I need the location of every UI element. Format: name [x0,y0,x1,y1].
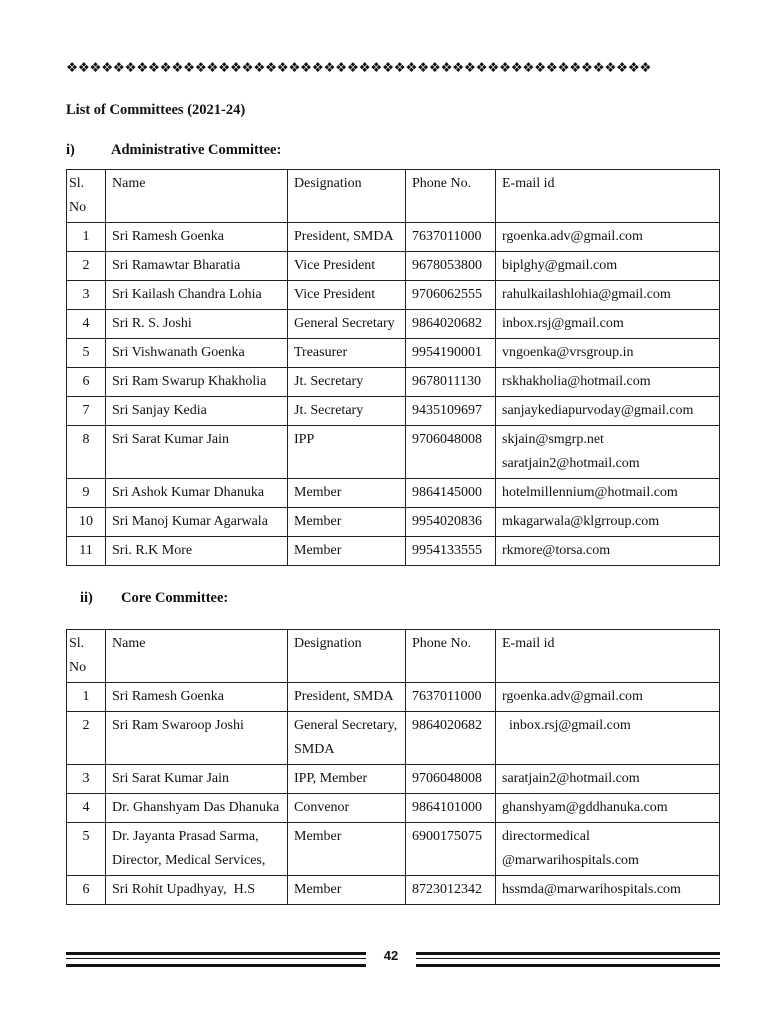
cell-name: Sri Ramesh Goenka [106,683,288,712]
cell-email: rkmore@torsa.com [496,537,720,566]
ornamental-border: ❖❖❖❖❖❖❖❖❖❖❖❖❖❖❖❖❖❖❖❖❖❖❖❖❖❖❖❖❖❖❖❖❖❖❖❖❖❖❖❖❖❖❖❖❖❖❖❖❖❖ [66,60,652,76]
email-line-2: saratjain2@hotmail.com [502,456,640,471]
header-name: Name [106,630,288,683]
cell-sl: 1 [67,223,106,252]
email-line-2: @marwarihospitals.com [502,853,639,868]
header-phone: Phone No. [406,630,496,683]
admin-section-number: i) [66,142,75,158]
cell-sl: 5 [67,823,106,876]
name-line-2: Director, Medical Services, [112,853,266,868]
cell-designation: President, SMDA [288,223,406,252]
table-row [67,537,720,566]
cell-phone: 7637011000 [406,223,496,252]
cell-name: Sri Kailash Chandra Lohia [106,281,288,310]
cell-email: vngoenka@vrsgroup.in [496,339,720,368]
email-line-1: directormedical [502,829,590,844]
cell-phone: 9706048008 [406,426,496,479]
table-row [67,368,720,397]
table-header-row [67,170,720,223]
email-line-1: skjain@smgrp.net [502,432,604,447]
cell-name: Sri Ramawtar Bharatia [106,252,288,281]
cell-designation: President, SMDA [288,683,406,712]
table-row [67,479,720,508]
header-email: E-mail id [496,170,720,223]
page-heading: List of Committees (2021-24) [66,102,246,118]
cell-sl: 4 [67,794,106,823]
cell-sl: 3 [67,765,106,794]
header-name: Name [106,170,288,223]
cell-email [496,426,720,479]
cell-email: ghanshyam@gddhanuka.com [496,794,720,823]
cell-phone: 9954133555 [406,537,496,566]
cell-name: Sri Sarat Kumar Jain [106,426,288,479]
table-row [67,765,720,794]
header-designation: Designation [288,630,406,683]
cell-designation: General Secretary [288,310,406,339]
core-committee-table [66,629,720,905]
cell-name: Sri Sanjay Kedia [106,397,288,426]
cell-phone: 9864020682 [406,310,496,339]
table-row [67,310,720,339]
cell-email: biplghy@gmail.com [496,252,720,281]
header-sl-no: Sl. No [67,630,106,683]
cell-email: saratjain2@hotmail.com [496,765,720,794]
cell-phone: 8723012342 [406,876,496,905]
cell-phone: 9954020836 [406,508,496,537]
cell-sl: 2 [67,252,106,281]
core-section-number: ii) [80,590,93,606]
table-row [67,252,720,281]
core-section-title: Core Committee: [121,590,229,606]
table-row [67,823,720,876]
table-row [67,339,720,368]
cell-sl: 4 [67,310,106,339]
table-row [67,683,720,712]
cell-sl: 2 [67,712,106,765]
table-row [67,712,720,765]
cell-phone: 9864020682 [406,712,496,765]
cell-sl: 11 [67,537,106,566]
cell-designation: Jt. Secretary [288,368,406,397]
header-phone: Phone No. [406,170,496,223]
cell-sl: 3 [67,281,106,310]
cell-email: inbox.rsj@gmail.com [496,712,720,765]
cell-phone: 9864145000 [406,479,496,508]
cell-email: rgoenka.adv@gmail.com [496,683,720,712]
cell-phone: 9706062555 [406,281,496,310]
cell-name [106,823,288,876]
cell-sl: 9 [67,479,106,508]
cell-name: Sri Manoj Kumar Agarwala [106,508,288,537]
cell-name: Sri Ramesh Goenka [106,223,288,252]
cell-designation: Vice President [288,281,406,310]
cell-email: rahulkailashlohia@gmail.com [496,281,720,310]
cell-name: Sri Ashok Kumar Dhanuka [106,479,288,508]
designation-line-1: General Secretary, [294,718,398,733]
cell-phone: 7637011000 [406,683,496,712]
cell-designation: Member [288,479,406,508]
footer-rule-left [66,952,366,967]
cell-designation: Member [288,508,406,537]
cell-designation: IPP [288,426,406,479]
table-row [67,397,720,426]
table-row [67,794,720,823]
cell-designation: Member [288,876,406,905]
cell-designation: Jt. Secretary [288,397,406,426]
page-number: 42 [383,948,399,963]
cell-sl: 10 [67,508,106,537]
cell-designation: Treasurer [288,339,406,368]
cell-email: rskhakholia@hotmail.com [496,368,720,397]
cell-designation: Convenor [288,794,406,823]
table-row [67,281,720,310]
cell-sl: 1 [67,683,106,712]
cell-name: Sri Ram Swarup Khakholia [106,368,288,397]
cell-email: sanjaykediapurvoday@gmail.com [496,397,720,426]
cell-name: Sri. R.K More [106,537,288,566]
cell-sl: 5 [67,339,106,368]
cell-email: mkagarwala@klgrroup.com [496,508,720,537]
table-row [67,223,720,252]
header-designation: Designation [288,170,406,223]
header-sl-no: Sl. No [67,170,106,223]
cell-designation: IPP, Member [288,765,406,794]
cell-phone: 9954190001 [406,339,496,368]
cell-phone: 6900175075 [406,823,496,876]
cell-name: Sri Rohit Upadhyay, H.S [106,876,288,905]
cell-email: hssmda@marwarihospitals.com [496,876,720,905]
cell-email: rgoenka.adv@gmail.com [496,223,720,252]
cell-designation: Vice President [288,252,406,281]
cell-email: hotelmillennium@hotmail.com [496,479,720,508]
table-header-row [67,630,720,683]
cell-phone: 9678011130 [406,368,496,397]
cell-name: Dr. Ghanshyam Das Dhanuka [106,794,288,823]
cell-phone: 9706048008 [406,765,496,794]
cell-phone: 9435109697 [406,397,496,426]
table-row [67,876,720,905]
cell-email [496,823,720,876]
cell-designation [288,712,406,765]
cell-email: inbox.rsj@gmail.com [496,310,720,339]
cell-name: Sri Sarat Kumar Jain [106,765,288,794]
cell-name: Sri R. S. Joshi [106,310,288,339]
table-row [67,508,720,537]
designation-line-2: SMDA [294,742,335,757]
admin-committee-table [66,169,720,566]
cell-phone: 9678053800 [406,252,496,281]
header-email: E-mail id [496,630,720,683]
cell-designation: Member [288,823,406,876]
name-line-1: Dr. Jayanta Prasad Sarma, [112,829,259,844]
cell-sl: 6 [67,876,106,905]
cell-sl: 8 [67,426,106,479]
cell-name: Sri Ram Swaroop Joshi [106,712,288,765]
cell-phone: 9864101000 [406,794,496,823]
cell-sl: 6 [67,368,106,397]
cell-name: Sri Vishwanath Goenka [106,339,288,368]
footer-rule-right [416,952,720,967]
cell-sl: 7 [67,397,106,426]
cell-designation: Member [288,537,406,566]
table-row [67,426,720,479]
admin-section-title: Administrative Committee: [111,142,282,158]
